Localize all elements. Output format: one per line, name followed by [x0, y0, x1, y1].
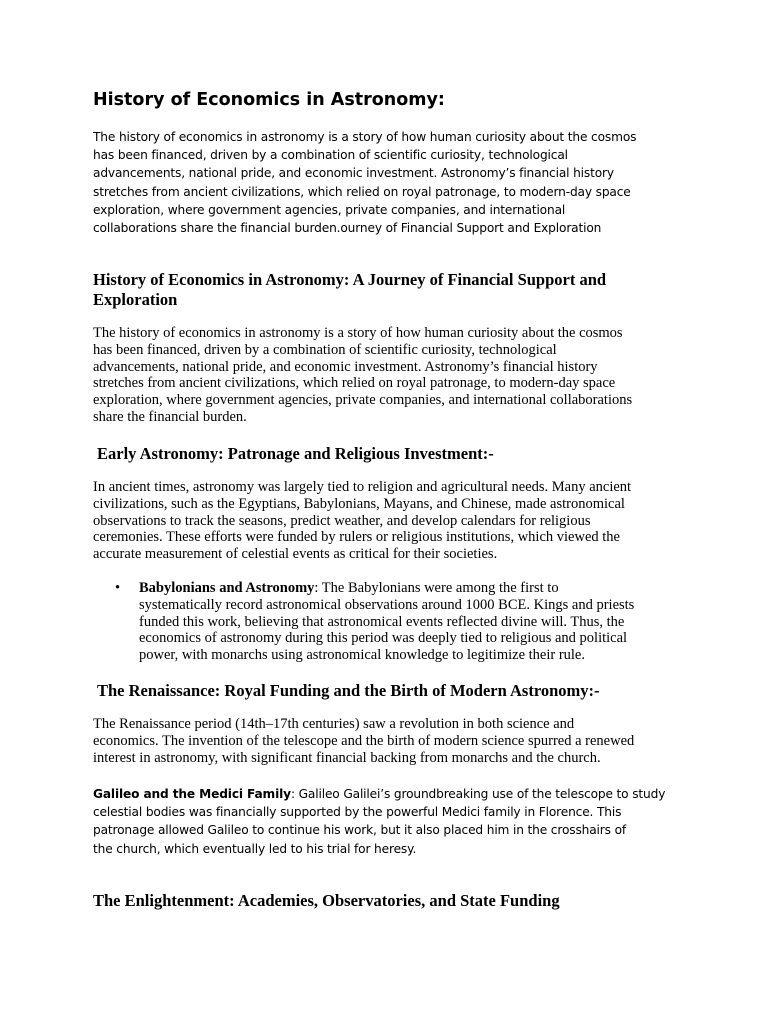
heading-line: Exploration [93, 290, 178, 309]
paragraph-line: stretches from ancient civilizations, which relied on royal patronage, to modern-day space [93, 375, 616, 392]
paragraph-line: the church, which eventually led to his trial for heresy. [93, 841, 417, 856]
bullet-first-line-rest: : The Babylonians were among the first to [314, 580, 559, 596]
paragraph-line: civilizations, such as the Egyptians, Babylonians, Mayans, and Chinese, made astronomical [93, 495, 625, 512]
paragraph-line: share the financial burden. [93, 408, 247, 425]
bullet-line: power, with monarchs using astronomical knowledge to legitimize their rule. [139, 647, 585, 664]
galileo-first-line-rest: : Galileo Galilei’s groundbreaking use of the telescope to study [290, 787, 666, 801]
galileo-paragraph [93, 785, 693, 858]
paragraph-line: The history of economics in astronomy is a story of how human curiosity about the cosmos [93, 325, 623, 341]
bullet-term: Babylonians and Astronomy [139, 580, 315, 596]
heading-line: History of Economics in Astronomy: A Journey of Financial Support and [93, 270, 607, 289]
bullet-line: funded this work, believing that astronomical events reflected divine will. Thus, the [139, 613, 625, 630]
intro-line: exploration, where government agencies, private companies, and international [93, 202, 566, 217]
intro-line: advancements, national pride, and economic investment. Astronomy’s financial history [93, 166, 614, 181]
bullet-text [139, 580, 695, 664]
paragraph-line: interest in astronomy, with significant financial backing from monarchs and the church. [93, 749, 601, 766]
paragraph-line: accurate measurement of celestial events as critical for their societies. [93, 546, 498, 563]
paragraph-line: In ancient times, astronomy was largely tied to religion and agricultural needs. Many ancient [93, 479, 632, 495]
paragraph-line: celestial bodies was financially supported by the powerful Medici family in Florence. This [93, 805, 622, 820]
intro-paragraph [93, 128, 693, 237]
section-heading-early-astronomy: Early Astronomy: Patronage and Religious Investment:- [97, 444, 494, 463]
galileo-first-line [93, 785, 693, 803]
intro-line: stretches from ancient civilizations, which relied on royal patronage, to modern-day space [93, 184, 631, 199]
galileo-term: Galileo and the Medici Family [93, 787, 291, 801]
intro-line: The history of economics in astronomy is a story of how human curiosity about the cosmos [93, 130, 637, 144]
section-heading-renaissance: The Renaissance: Royal Funding and the Birth of Modern Astronomy:- [97, 681, 600, 700]
renaissance-paragraph [93, 716, 693, 766]
paragraph-line: patronage allowed Galileo to continue his work, but it also placed him in the crosshairs of [93, 823, 627, 838]
paragraph-line: exploration, where government agencies, private companies, and international collaborations [93, 392, 633, 409]
paragraph-line: economics. The invention of the telescope and the birth of modern science spurred a renewed [93, 732, 635, 749]
paragraph-line: advancements, national pride, and economic investment. Astronomy’s financial history [93, 358, 598, 375]
bullet-line: systematically record astronomical observations around 1000 BCE. Kings and priests [139, 596, 635, 613]
intro-line: collaborations share the financial burden.ourney of Financial Support and Exploration [93, 221, 602, 236]
bullet-marker: • [115, 580, 121, 596]
paragraph-line: ceremonies. These efforts were funded by rulers or religious institutions, which viewed the [93, 529, 620, 546]
bullet-line: economics of astronomy during this period was deeply tied to religious and political [139, 630, 628, 647]
early-astronomy-paragraph [93, 479, 693, 563]
intro-line: has been financed, driven by a combination of scientific curiosity, technological [93, 148, 568, 163]
bullet-first-line [139, 580, 695, 597]
section-heading-journey [93, 270, 693, 310]
paragraph-line: observations to track the seasons, predict weather, and develop calendars for religious [93, 512, 591, 529]
journey-paragraph [93, 325, 693, 426]
paragraph-line: has been financed, driven by a combination of scientific curiosity, technological [93, 341, 557, 358]
document-title: History of Economics in Astronomy: [93, 90, 445, 110]
paragraph-line: The Renaissance period (14th–17th centuries) saw a revolution in both science and [93, 716, 575, 732]
section-heading-enlightenment: The Enlightenment: Academies, Observatories, and State Funding [93, 891, 560, 910]
